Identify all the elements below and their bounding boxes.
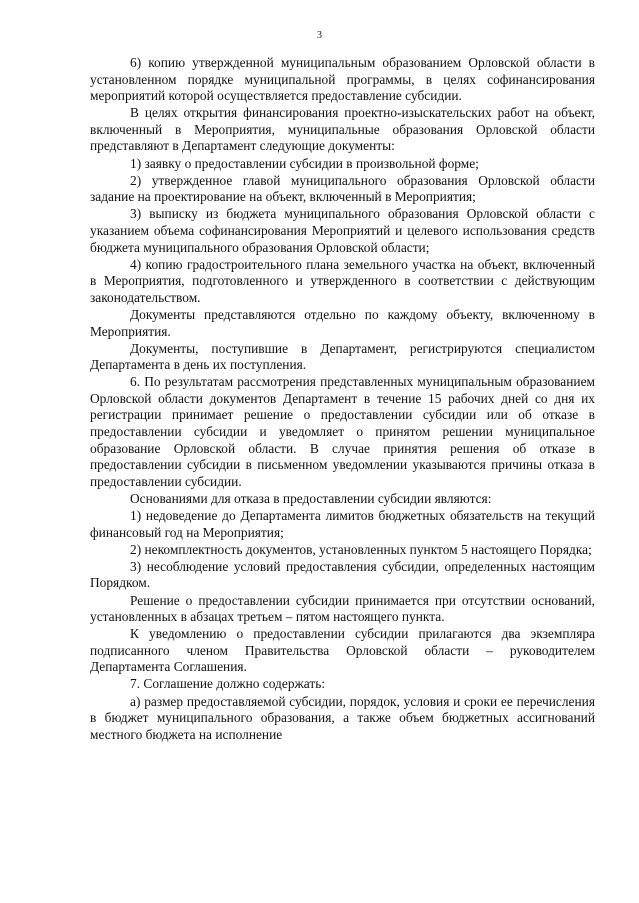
paragraph: Документы представляются отдельно по каждому объекту, включенному в Мероприятия. [90,306,595,339]
paragraph: 6) копию утвержденной муниципальным образованием Орловской области в установленном порядке муниципальной программы, в целях софинансирования мероприятий которой осуществляется предоставление субсидии. [90,55,595,104]
paragraph: Решение о предоставлении субсидии принимается при отсутствии оснований, установленных в абзацах третьем – пятом настоящего пункта. [90,592,595,625]
list-item: 3) несоблюдение условий предоставления субсидии, определенных настоящим Порядком. [90,558,595,591]
list-item: а) размер предоставляемой субсидии, порядок, условия и сроки ее перечисления в бюджет муниципального образования, а также объем бюджетных ассигнований местного бюджета на исполнение [90,693,595,742]
page-number: 3 [317,30,322,41]
list-item: 3) выписку из бюджета муниципального образования Орловской области с указанием объема софинансирования Мероприятий и целевого использования средств бюджета муниципального образования Орловской области; [90,206,595,255]
list-item: 2) утвержденное главой муниципального образования Орловской области задание на проектирование на объект, включенный в Мероприятия; [90,172,595,205]
list-item: 4) копию градостроительного плана земельного участка на объект, включенный в Мероприятия, подготовленного и утвержденного в соответствии с действующим законодательством. [90,256,595,305]
list-item: 2) некомплектность документов, установленных пунктом 5 настоящего Порядка; [130,541,592,557]
paragraph: К уведомлению о предоставлении субсидии прилагаются два экземпляра подписанного членом Правительства Орловской области – руководителем Департамента Соглашения. [90,626,595,675]
list-item: 1) заявку о предоставлении субсидии в произвольной форме; [130,155,479,171]
paragraph: 6. По результатам рассмотрения представленных муниципальным образованием Орловской области документов Департамент в течение 15 рабочих дней со дня их регистрации принимает решение о предоставлении субсидии или об отказе в предоставлении субсидии и уведомляет о принятом решении муниципальное образование Орловской области. В случае принятия решения об отказе в предоставлении субсидии в письменном уведомлении указываются причины отказа в предоставлении субсидии. [90,374,595,489]
list-item: 1) недоведение до Департамента лимитов бюджетных обязательств на текущий финансовый год на Мероприятия; [90,508,595,540]
paragraph: В целях открытия финансирования проектно-изыскательских работ на объект, включенный в Мероприятия, муниципальные образования Орловской области представляют в Департамент следующие документы: [90,105,595,154]
document-body [90,55,595,744]
paragraph: Основаниями для отказа в предоставлении субсидии являются: [130,490,492,506]
paragraph: 7. Соглашение должно содержать: [130,676,326,692]
paragraph: Документы, поступившие в Департамент, регистрируются специалистом Департамента в день их поступления. [90,340,595,373]
